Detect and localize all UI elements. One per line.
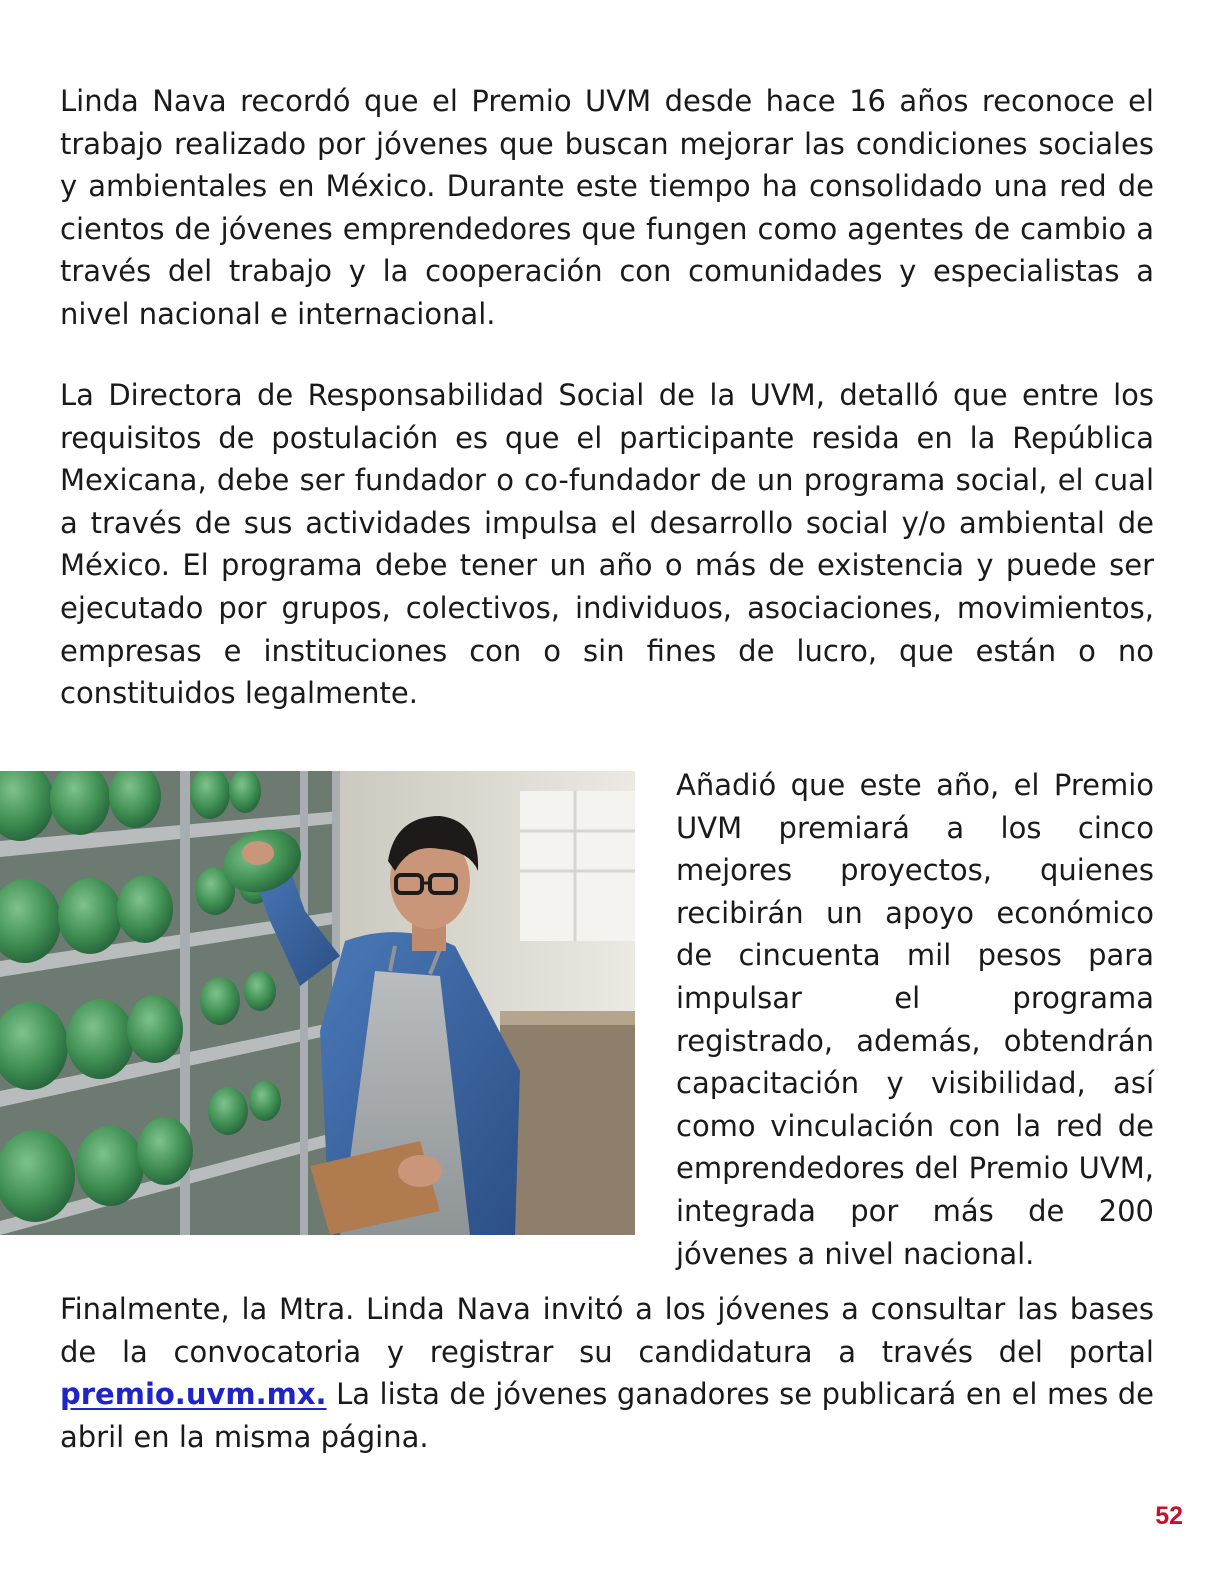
page-number: 52 xyxy=(1155,1502,1183,1530)
paragraph-invitation xyxy=(60,1288,1154,1458)
paragraph-requirements: La Directora de Responsabilidad Social de la UVM, detalló que entre los requisitos de postulación es que el participante resida en la República Mexicana, debe ser fundador o co-fundador de un programa social, el cual a través de sus actividades impulsa el desarrollo social y/o ambiental de México. El programa debe tener un año o más de existencia y puede ser ejecutado por grupos, colectivos, individuos, asociaciones, movimientos, empresas e instituciones con o sin fines de lucro, que están o no constituidos legalmente. xyxy=(60,378,1154,711)
premio-uvm-link[interactable]: premio.uvm.mx. xyxy=(60,1377,327,1412)
photo-young-man-shoe-workshop xyxy=(0,771,635,1235)
paragraph-prize-details: Añadió que este año, el Premio UVM premiará a los cinco mejores proyectos, quienes recibirán un apoyo económico de cincuenta mil pesos para impulsar el programa registrado, además, obtendrán capacitación y visibilidad, así como vinculación con la red de emprendedores del Premio UVM, integrada por más de 200 jóvenes a nivel nacional. xyxy=(676,768,1154,1271)
paragraph-premio-uvm-history: Linda Nava recordó que el Premio UVM desde hace 16 años reconoce el trabajo realizado por jóvenes que buscan mejorar las condiciones sociales y ambientales en México. Durante este tiempo ha consolidado una red de cientos de jóvenes emprendedores que fungen como agentes de cambio a través del trabajo y la cooperación con comunidades y especialistas a nivel nacional e internacional. xyxy=(60,84,1154,331)
invitation-text-before: Finalmente, la Mtra. Linda Nava invitó a los jóvenes a consultar las bases de la convocatoria y registrar su candidatura a través del portal xyxy=(60,1292,1154,1369)
invitation-text-after: La lista de jóvenes ganadores se publicará en el mes de abril en la misma página. xyxy=(60,1377,1154,1454)
